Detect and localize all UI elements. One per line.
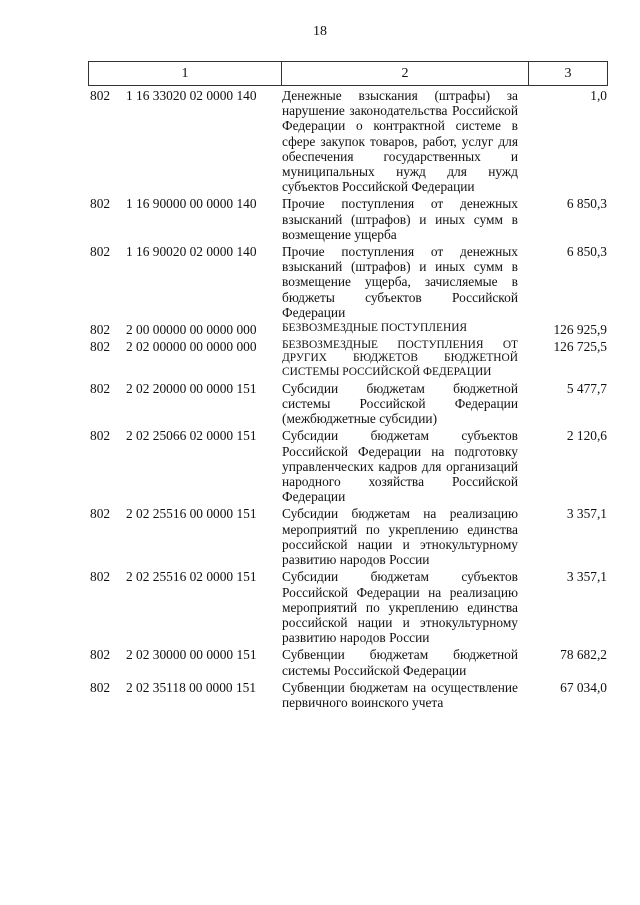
table-row (88, 381, 608, 427)
amount-cell: 2 120,6 (566, 428, 607, 444)
revenue-name: Субвенции бюджетам на осуществление первичного воинского учета (282, 679, 518, 710)
revenue-code: 2 02 35118 00 0000 151 (126, 679, 257, 695)
revenue-name: Субсидии бюджетам на реализацию мероприятий по укреплению единства российской нации и этнокультурному развитию народов России (282, 506, 518, 568)
revenue-name: Субсидии бюджетам субъектов Российской Федерации на реализацию мероприятий по укреплению единства российской нации и этнокультурному развитию народов России (282, 569, 518, 646)
table-row (88, 506, 608, 567)
revenue-name: Субсидии бюджетам субъектов Российской Федерации на подготовку управленческих кадров для организаций народного хозяйства Российской Федерации (282, 428, 518, 505)
code-cell (88, 339, 278, 379)
admin-code: 802 (90, 88, 111, 103)
revenue-name: Субвенции бюджетам бюджетной системы Российской Федерации (282, 647, 518, 678)
budget-table (88, 61, 608, 710)
revenue-name: Денежные взыскания (штрафы) за нарушение законодательства Российской Федерации о контрактной системе в сфере закупок товаров, работ, услуг для обеспечения государственных и муниципальных нужд для нужд субъектов Российской Федерации (282, 88, 518, 195)
code-cell (88, 506, 278, 567)
table-header-row (88, 61, 608, 86)
admin-code: 802 (90, 679, 111, 695)
revenue-code: 1 16 90000 00 0000 140 (126, 196, 257, 212)
amount-cell: 78 682,2 (560, 647, 607, 663)
code-cell (88, 680, 278, 710)
page-number: 18 (313, 24, 327, 39)
admin-code: 802 (90, 569, 111, 585)
amount-cell: 5 477,7 (566, 380, 607, 396)
code-cell (88, 322, 278, 337)
revenue-name: Прочие поступления от денежных взысканий (штрафов) и иных сумм в возмещение ущерба (282, 196, 518, 242)
column-header-2: 2 (281, 62, 528, 85)
table-body (88, 88, 608, 710)
admin-code: 802 (90, 647, 111, 663)
table-row (88, 244, 608, 320)
admin-code: 802 (90, 506, 111, 522)
revenue-code: 2 02 25516 00 0000 151 (126, 506, 257, 522)
revenue-name: Прочие поступления от денежных взысканий (штрафов) и иных сумм в возмещение ущерба, зачисляемые в бюджеты субъектов Российской Федерации (282, 244, 518, 320)
admin-code: 802 (90, 380, 111, 396)
code-cell (88, 244, 278, 320)
amount-cell: 126 925,9 (553, 322, 607, 338)
amount-cell: 6 850,3 (566, 196, 607, 212)
revenue-code: 2 02 30000 00 0000 151 (126, 647, 257, 663)
revenue-code: 2 00 00000 00 0000 000 (126, 322, 257, 338)
amount-cell: 126 725,5 (553, 339, 607, 355)
code-cell (88, 569, 278, 645)
code-cell (88, 381, 278, 427)
code-cell (88, 647, 278, 677)
revenue-name: БЕЗВОЗМЕЗДНЫЕ ПОСТУПЛЕНИЯ (282, 322, 468, 335)
admin-code: 802 (90, 196, 111, 212)
table-row (88, 647, 608, 677)
code-cell (88, 88, 278, 194)
column-header-1: 1 (181, 65, 189, 81)
revenue-code: 1 16 90020 02 0000 140 (126, 244, 257, 260)
admin-code: 802 (90, 428, 111, 444)
amount-cell: 3 357,1 (566, 506, 607, 522)
revenue-code: 1 16 33020 02 0000 140 (126, 88, 257, 103)
code-cell (88, 428, 278, 504)
revenue-code: 2 02 25066 02 0000 151 (126, 428, 257, 444)
table-row (88, 196, 608, 242)
table-row (88, 569, 608, 645)
amount-cell: 67 034,0 (560, 679, 607, 695)
revenue-code: 2 02 00000 00 0000 000 (126, 339, 257, 355)
table-row (88, 428, 608, 504)
table-row (88, 339, 608, 379)
column-header-3: 3 (528, 62, 607, 85)
amount-cell: 3 357,1 (566, 569, 607, 585)
amount-cell: 1,0 (590, 88, 607, 103)
revenue-code: 2 02 25516 02 0000 151 (126, 569, 257, 585)
table-row (88, 680, 608, 710)
revenue-code: 2 02 20000 00 0000 151 (126, 380, 257, 396)
admin-code: 802 (90, 244, 111, 260)
admin-code: 802 (90, 339, 111, 355)
revenue-name: Субсидии бюджетам бюджетной системы Российской Федерации (межбюджетные субсидии) (282, 380, 518, 427)
table-row (88, 322, 608, 337)
admin-code: 802 (90, 322, 111, 338)
revenue-name: БЕЗВОЗМЕЗДНЫЕ ПОСТУПЛЕНИЯ ОТ ДРУГИХ БЮДЖЕТОВ БЮДЖЕТНОЙ СИСТЕМЫ РОССИЙСКОЙ ФЕДЕРАЦИИ (282, 339, 518, 378)
table-row (88, 88, 608, 194)
amount-cell: 6 850,3 (566, 244, 607, 260)
code-cell (88, 196, 278, 242)
